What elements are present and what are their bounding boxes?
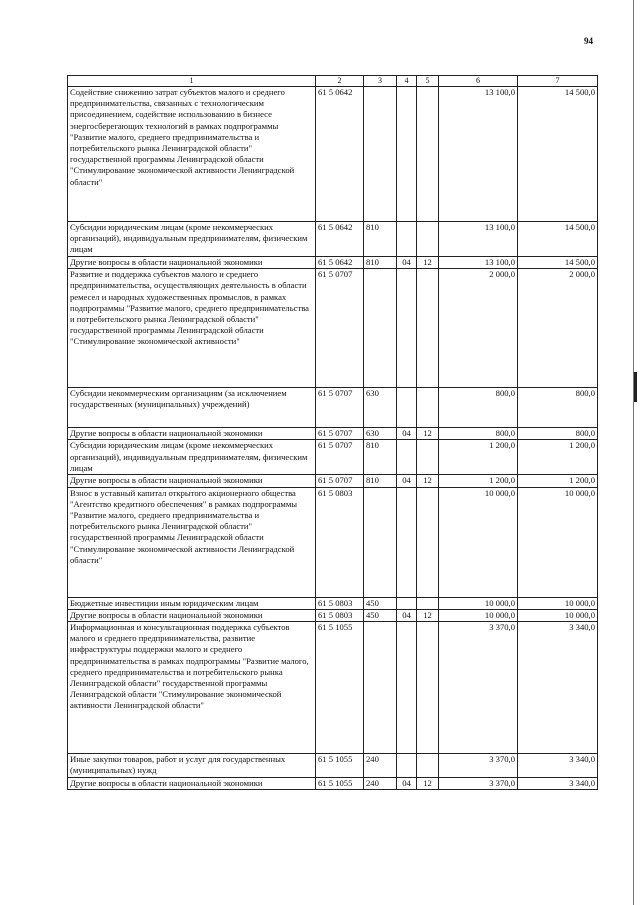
expense-type: 450 — [364, 597, 397, 609]
row-name: Другие вопросы в области национальной экономики — [68, 609, 316, 621]
row-name: Взнос в уставный капитал открытого акционерного общества "Агентство кредитного обеспечения" в рамках подпрограммы "Развитие малого, среднего предпринимательства и потребительского рынка Ленинградской области" государственной программы Ленинградской области "Стимулирование экономической активности Ленинградской области" — [68, 487, 316, 597]
amount-col6: 3 370,0 — [439, 622, 518, 754]
section — [397, 440, 417, 475]
row-name: Бюджетные инвестиции иным юридическим лицам — [68, 597, 316, 609]
section — [397, 269, 417, 388]
amount-col6: 10 000,0 — [439, 609, 518, 621]
column-header-1: 1 — [68, 76, 316, 87]
amount-col6: 800,0 — [439, 428, 518, 440]
expense-type: 450 — [364, 609, 397, 621]
expense-type — [364, 622, 397, 754]
table-row — [68, 257, 598, 269]
target-code: 61 5 0642 — [316, 222, 364, 257]
amount-col7: 14 500,0 — [518, 257, 598, 269]
section — [397, 754, 417, 778]
subsection — [417, 487, 439, 597]
target-code: 61 5 0707 — [316, 269, 364, 388]
row-name: Субсидии некоммерческим организациям (за исключением государственных (муниципальных) учреждений) — [68, 388, 316, 428]
amount-col6: 800,0 — [439, 388, 518, 428]
section — [397, 622, 417, 754]
section — [397, 388, 417, 428]
subsection — [417, 754, 439, 778]
amount-col6: 1 200,0 — [439, 475, 518, 487]
amount-col6: 13 100,0 — [439, 87, 518, 222]
amount-col6: 13 100,0 — [439, 222, 518, 257]
column-header-3: 3 — [364, 76, 397, 87]
subsection — [417, 597, 439, 609]
amount-col7: 800,0 — [518, 388, 598, 428]
column-header-2: 2 — [316, 76, 364, 87]
target-code: 61 5 1055 — [316, 622, 364, 754]
section: 04 — [397, 475, 417, 487]
target-code: 61 5 0707 — [316, 388, 364, 428]
expense-type: 240 — [364, 754, 397, 778]
amount-col7: 1 200,0 — [518, 440, 598, 475]
table-row — [68, 87, 598, 222]
amount-col7: 3 340,0 — [518, 778, 598, 790]
row-name: Субсидии юридическим лицам (кроме некоммерческих организаций), индивидуальным предпринимателям, физическим лицам — [68, 222, 316, 257]
subsection: 12 — [417, 475, 439, 487]
section: 04 — [397, 778, 417, 790]
subsection: 12 — [417, 778, 439, 790]
budget-table — [67, 75, 598, 790]
target-code: 61 5 0642 — [316, 257, 364, 269]
section — [397, 597, 417, 609]
table-row — [68, 754, 598, 778]
amount-col6: 3 370,0 — [439, 754, 518, 778]
table-row — [68, 222, 598, 257]
target-code: 61 5 0803 — [316, 597, 364, 609]
target-code: 61 5 1055 — [316, 778, 364, 790]
row-name: Информационная и консультационная поддержка субъектов малого и среднего предпринимательства, развитие инфраструктуры поддержки малого и среднего предпринимательства в рамках подпрограммы "Развитие малого, среднего предпринимательства и потребительского рынка Ленинградской области" государственной программы Ленинградской области "Стимулирование экономической активности Ленинградской области" — [68, 622, 316, 754]
column-header-6: 6 — [439, 76, 518, 87]
table-row — [68, 440, 598, 475]
section: 04 — [397, 609, 417, 621]
expense-type: 630 — [364, 388, 397, 428]
amount-col7: 14 500,0 — [518, 87, 598, 222]
subsection: 12 — [417, 609, 439, 621]
table-row — [68, 269, 598, 388]
amount-col6: 1 200,0 — [439, 440, 518, 475]
amount-col7: 14 500,0 — [518, 222, 598, 257]
subsection — [417, 440, 439, 475]
row-name: Другие вопросы в области национальной экономики — [68, 257, 316, 269]
amount-col7: 10 000,0 — [518, 597, 598, 609]
subsection: 12 — [417, 257, 439, 269]
column-header-4: 4 — [397, 76, 417, 87]
section: 04 — [397, 257, 417, 269]
row-name: Развитие и поддержка субъектов малого и среднего предпринимательства, осуществляющих деятельность в области ремесел и народных художественных промыслов, в рамках подпрограммы "Развитие малого, среднего предпринимательства и потребительского рынка Ленинградской области" государственной программы Ленинградской области "Стимулирование экономической активности" — [68, 269, 316, 388]
amount-col6: 2 000,0 — [439, 269, 518, 388]
scan-edge-line — [633, 0, 634, 905]
section — [397, 87, 417, 222]
amount-col7: 10 000,0 — [518, 609, 598, 621]
expense-type — [364, 269, 397, 388]
target-code: 61 5 0707 — [316, 475, 364, 487]
table-row — [68, 487, 598, 597]
subsection — [417, 87, 439, 222]
amount-col6: 13 100,0 — [439, 257, 518, 269]
expense-type: 810 — [364, 475, 397, 487]
amount-col7: 3 340,0 — [518, 622, 598, 754]
amount-col6: 10 000,0 — [439, 487, 518, 597]
subsection: 12 — [417, 428, 439, 440]
amount-col7: 1 200,0 — [518, 475, 598, 487]
table-row — [68, 597, 598, 609]
column-header-7: 7 — [518, 76, 598, 87]
row-name: Другие вопросы в области национальной экономики — [68, 778, 316, 790]
table-row — [68, 388, 598, 428]
amount-col7: 800,0 — [518, 428, 598, 440]
row-name: Другие вопросы в области национальной экономики — [68, 428, 316, 440]
section: 04 — [397, 428, 417, 440]
table-row — [68, 609, 598, 621]
expense-type — [364, 487, 397, 597]
table-row — [68, 622, 598, 754]
target-code: 61 5 0707 — [316, 440, 364, 475]
header-row — [68, 76, 598, 87]
amount-col7: 2 000,0 — [518, 269, 598, 388]
target-code: 61 5 0707 — [316, 428, 364, 440]
column-header-5: 5 — [417, 76, 439, 87]
target-code: 61 5 0803 — [316, 609, 364, 621]
amount-col6: 3 370,0 — [439, 778, 518, 790]
target-code: 61 5 0642 — [316, 87, 364, 222]
page-number: 94 — [584, 36, 593, 46]
row-name: Иные закупки товаров, работ и услуг для государственных (муниципальных) нужд — [68, 754, 316, 778]
table-row — [68, 428, 598, 440]
amount-col6: 10 000,0 — [439, 597, 518, 609]
subsection — [417, 222, 439, 257]
section — [397, 222, 417, 257]
table-row — [68, 475, 598, 487]
expense-type: 810 — [364, 440, 397, 475]
subsection — [417, 622, 439, 754]
target-code: 61 5 0803 — [316, 487, 364, 597]
expense-type: 810 — [364, 222, 397, 257]
expense-type: 240 — [364, 778, 397, 790]
expense-type — [364, 87, 397, 222]
row-name: Содействие снижению затрат субъектов малого и среднего предпринимательства, связанных с технологическим присоединением, содействие использованию в бизнесе энергосберегающих технологий в рамках подпрограммы "Развитие малого, среднего предпринимательства и потребительского рынка Ленинградской области" государственной программы Ленинградской области "Стимулирование экономической активности Ленинградской области" — [68, 87, 316, 222]
target-code: 61 5 1055 — [316, 754, 364, 778]
subsection — [417, 269, 439, 388]
amount-col7: 3 340,0 — [518, 754, 598, 778]
row-name: Другие вопросы в области национальной экономики — [68, 475, 316, 487]
expense-type: 810 — [364, 257, 397, 269]
section — [397, 487, 417, 597]
scan-edge-mark — [634, 372, 637, 402]
amount-col7: 10 000,0 — [518, 487, 598, 597]
row-name: Субсидии юридическим лицам (кроме некоммерческих организаций), индивидуальным предпринимателям, физическим лицам — [68, 440, 316, 475]
expense-type: 630 — [364, 428, 397, 440]
table-row — [68, 778, 598, 790]
subsection — [417, 388, 439, 428]
